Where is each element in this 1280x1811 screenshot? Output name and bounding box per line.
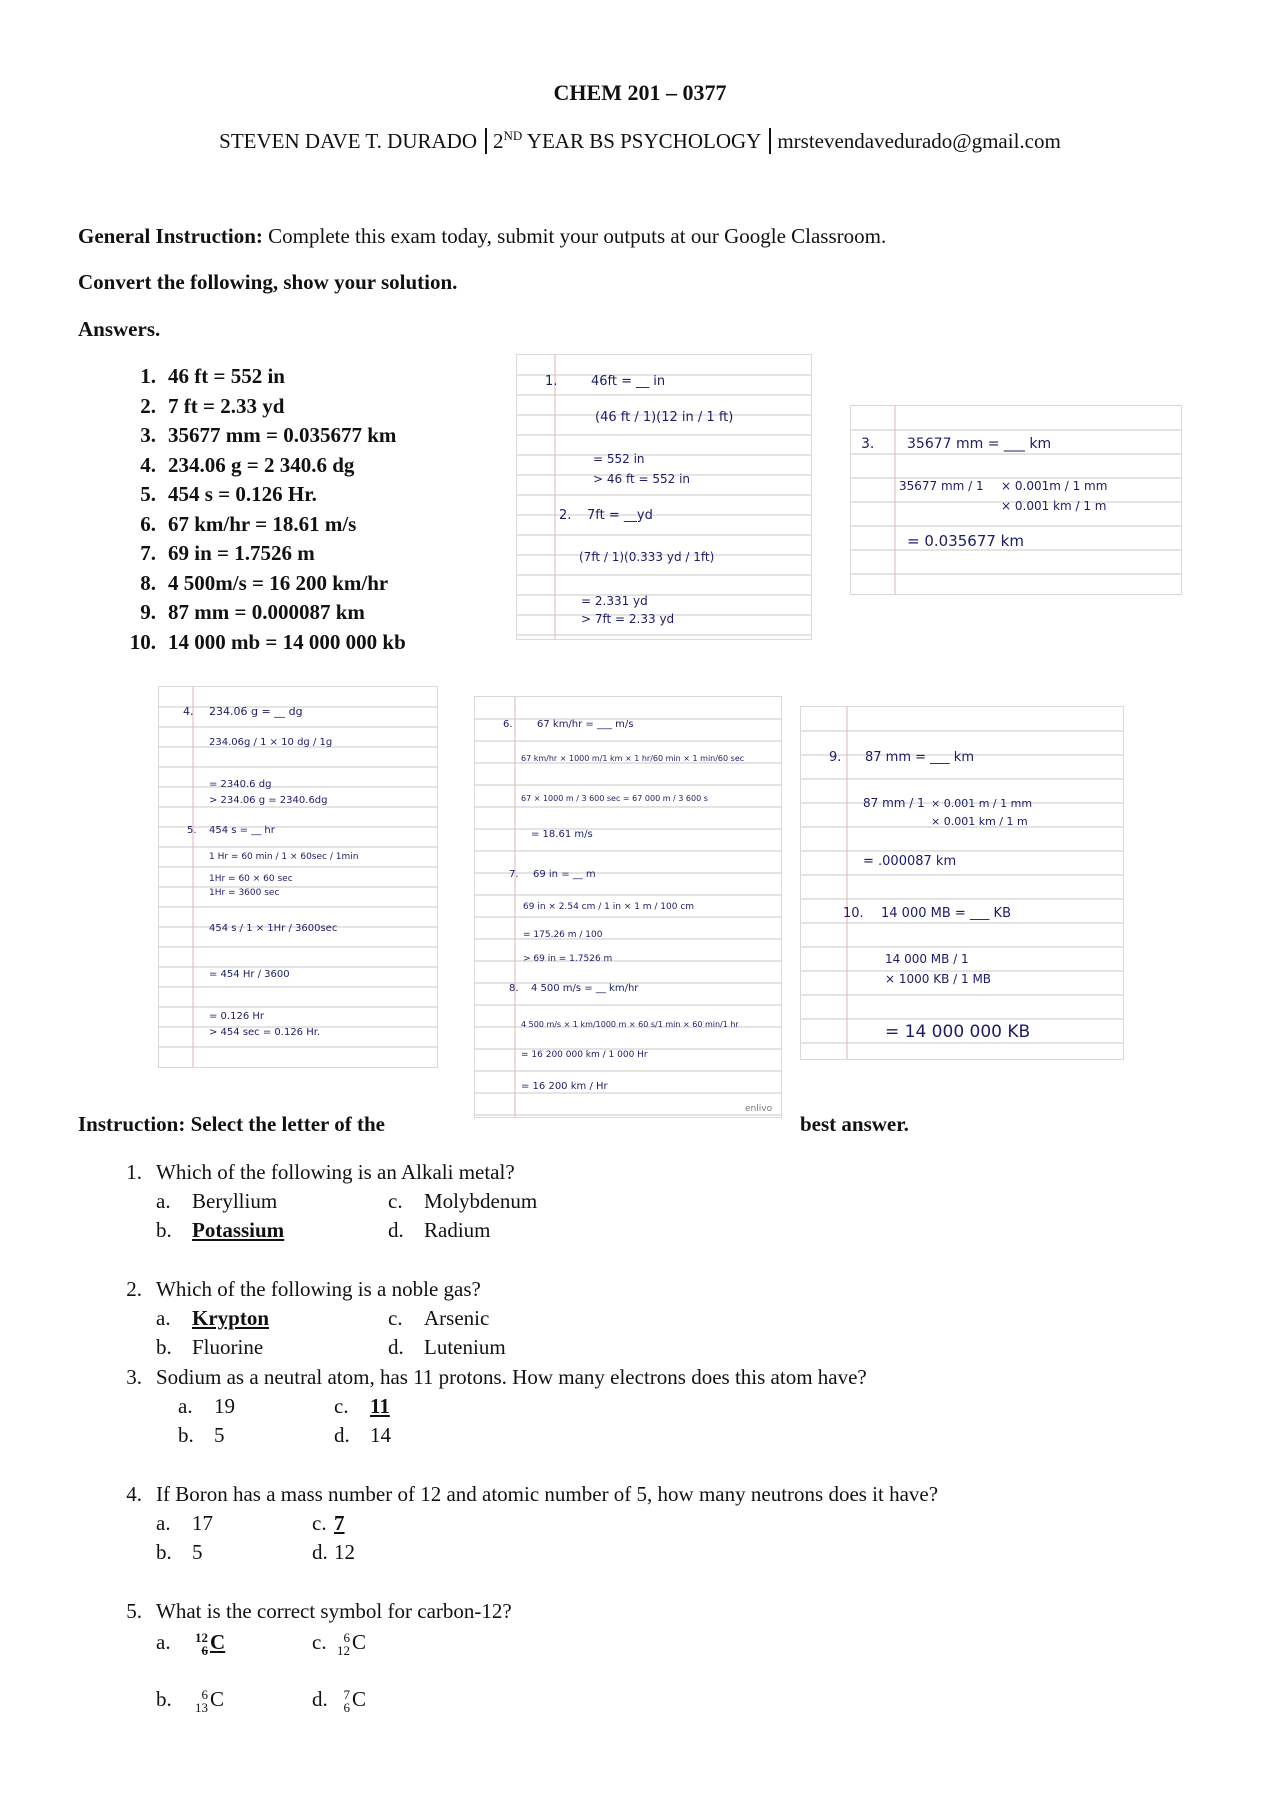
hw-line: 1Hr = 60 × 60 sec — [209, 874, 293, 884]
hw-line: 6. — [503, 719, 513, 730]
answer-item: 6. 67 km/hr = 18.61 m/s — [140, 511, 357, 536]
hw-line: 67 km/hr = ___ m/s — [537, 719, 634, 730]
email: mrstevendavedurado@gmail.com — [777, 129, 1061, 153]
answers-label: Answers. — [78, 317, 161, 341]
question-text: What is the correct symbol for carbon-12? — [156, 1599, 512, 1623]
answer-item: 9. 87 mm = 0.000087 km — [140, 600, 365, 624]
answer-item: 8. 4 500m/s = 16 200 km/hr — [140, 570, 389, 595]
hw-line: × 0.001 m / 1 mm — [931, 797, 1033, 810]
hw-line: = 16 200 km / Hr — [521, 1081, 608, 1092]
option-d[interactable]: 12 — [334, 1540, 355, 1564]
question-text: If Boron has a mass number of 12 and atomic number of 5, how many neutrons does it have? — [156, 1482, 939, 1506]
general-instruction-label: General Instruction: — [78, 224, 263, 248]
question-2: 2. Which of the following is a noble gas? a. Krypton c. Arsenic b. Fluorine d. Lutenium — [112, 1275, 506, 1362]
hw-line: = 14 000 000 KB — [885, 1022, 1031, 1042]
hw-line: = 2340.6 dg — [209, 779, 272, 790]
hw-line: = .000087 km — [863, 854, 957, 869]
option-a-selected[interactable]: Krypton — [192, 1306, 270, 1330]
app-watermark: enlivo — [745, 1104, 773, 1114]
option-b[interactable]: 5 — [192, 1540, 203, 1564]
hw-line: × 0.001 km / 1 m — [1001, 499, 1107, 513]
hw-line: 1. — [545, 374, 558, 389]
hw-line: = 454 Hr / 3600 — [209, 969, 290, 980]
hw-line: 1Hr = 3600 sec — [209, 888, 280, 898]
option-c-selected[interactable]: 7 — [334, 1511, 345, 1535]
hw-line: 35677 mm / 1 — [899, 479, 984, 493]
option-b[interactable]: Fluorine — [192, 1335, 264, 1359]
hw-line: 10. — [843, 906, 864, 921]
hw-line: 69 in × 2.54 cm / 1 in × 1 m / 100 cm — [523, 902, 695, 912]
hw-line: 7ft = __yd — [587, 508, 653, 523]
student-header — [0, 128, 1280, 154]
notebook-paper — [475, 697, 781, 1117]
handwritten-solution-photo-5 — [800, 706, 1124, 1060]
program: YEAR BS PSYCHOLOGY — [526, 129, 762, 153]
hw-line: × 0.001m / 1 mm — [1001, 479, 1108, 493]
hw-line: = 0.035677 km — [907, 532, 1024, 550]
handwritten-solution-photo-2 — [850, 405, 1182, 595]
hw-line: 234.06g / 1 × 10 dg / 1g — [209, 737, 333, 748]
hw-line: 3. — [861, 436, 875, 452]
hw-line: 2. — [559, 508, 572, 523]
option-c[interactable]: 6 12 C — [337, 1630, 367, 1658]
question-number: 4. — [126, 1482, 142, 1506]
hw-line: 87 mm / 1 — [863, 796, 925, 810]
option-b-selected[interactable]: Potassium — [192, 1218, 285, 1242]
separator — [769, 128, 771, 154]
notebook-paper — [159, 687, 437, 1067]
option-d[interactable]: 14 — [370, 1423, 391, 1447]
question-number: 2. — [126, 1277, 142, 1301]
hw-line: = 0.126 Hr — [209, 1011, 264, 1022]
hw-line: = 175.26 m / 100 — [523, 930, 603, 940]
option-a-selected[interactable]: 12 6 C — [195, 1630, 226, 1658]
option-a[interactable]: Beryllium — [192, 1189, 278, 1213]
hw-line: > 69 in = 1.7526 m — [523, 954, 613, 964]
hw-line: 87 mm = ___ km — [865, 750, 974, 765]
hw-line: = 552 in — [593, 452, 645, 466]
option-b[interactable]: 6 13 C — [195, 1687, 225, 1715]
question-text: Which of the following is an Alkali metal? — [156, 1160, 515, 1184]
hw-line: > 7ft = 2.33 yd — [581, 612, 675, 626]
hw-line: × 0.001 km / 1 m — [931, 815, 1028, 828]
separator — [485, 128, 487, 154]
hw-line: 4 500 m/s × 1 km/1000 m × 60 s/1 min × 60 min/1 hr — [521, 1020, 739, 1029]
handwritten-solution-photo-4 — [474, 696, 782, 1118]
hw-line: 69 in = __ m — [533, 869, 596, 880]
answer-item: 3. 35677 mm = 0.035677 km — [140, 423, 397, 447]
hw-line: 7. — [509, 869, 519, 880]
notebook-paper — [801, 707, 1123, 1059]
student-name: STEVEN DAVE T. DURADO — [219, 129, 478, 153]
year-suffix: ND — [503, 128, 523, 143]
question-number: 5. — [126, 1599, 142, 1623]
hw-line: 5. — [187, 825, 197, 836]
option-c[interactable]: Molybdenum — [424, 1189, 538, 1213]
answer-item: 10. 14 000 mb = 14 000 000 kb — [129, 629, 406, 654]
option-c-selected[interactable]: 11 — [370, 1394, 390, 1418]
question-4: 4. If Boron has a mass number of 12 and atomic number of 5, how many neutrons does it have? a. 17 c. 7 b. 5 d. 12 — [112, 1480, 938, 1567]
page-title: CHEM 201 – 0377 — [553, 80, 727, 105]
answer-item: 2. 7 ft = 2.33 yd — [140, 393, 285, 418]
hw-line: (46 ft / 1)(12 in / 1 ft) — [595, 410, 734, 425]
question-text: Sodium as a neutral atom, has 11 protons. How many electrons does this atom have? — [156, 1365, 867, 1389]
hw-line: > 46 ft = 552 in — [593, 472, 691, 486]
hw-line: 4 500 m/s = __ km/hr — [531, 983, 639, 994]
answer-item: 5. 454 s = 0.126 Hr. — [140, 482, 317, 506]
option-b[interactable]: 5 — [214, 1423, 225, 1447]
hw-line: (7ft / 1)(0.333 yd / 1ft) — [579, 550, 715, 564]
hw-line: × 1000 KB / 1 MB — [885, 972, 992, 986]
handwritten-solution-photo-1 — [516, 354, 812, 640]
handwritten-solution-photo-3 — [158, 686, 438, 1068]
hw-line: 67 km/hr × 1000 m/1 km × 1 hr/60 min × 1 min/60 sec — [521, 754, 745, 763]
hw-line: 14 000 MB = ___ KB — [881, 906, 1011, 921]
year-number: 2 — [493, 129, 504, 153]
hw-line: = 18.61 m/s — [531, 829, 593, 840]
option-d[interactable]: Radium — [424, 1218, 491, 1242]
answer-item: 4. 234.06 g = 2 340.6 dg — [140, 452, 355, 477]
hw-line: = 2.331 yd — [581, 594, 648, 608]
hw-line: > 234.06 g = 2340.6dg — [209, 795, 328, 806]
general-instruction — [78, 224, 886, 249]
question-text: Which of the following is a noble gas? — [156, 1277, 481, 1301]
general-instruction-text: Complete this exam today, submit your outputs at our Google Classroom. — [268, 224, 887, 248]
hw-line: = 16 200 000 km / 1 000 Hr — [521, 1050, 648, 1060]
hw-line: 46ft = __ in — [591, 374, 666, 389]
hw-line: 67 × 1000 m / 3 600 sec = 67 000 m / 3 600 s — [521, 794, 708, 803]
hw-line: 454 s / 1 × 1Hr / 3600sec — [209, 923, 338, 934]
option-d[interactable]: 7 6 C — [343, 1687, 367, 1715]
question-1: 1. Which of the following is an Alkali metal? a. Beryllium c. Molybdenum b. Potassium d. Radium — [112, 1158, 537, 1245]
notebook-paper — [851, 406, 1181, 594]
hw-line: 14 000 MB / 1 — [885, 952, 969, 966]
hw-line: 234.06 g = __ dg — [209, 705, 303, 718]
answer-item: 7. 69 in = 1.7526 m — [140, 541, 315, 565]
hw-line: 8. — [509, 983, 519, 994]
mc-instruction: Instruction: Select the letter of the — [78, 1112, 385, 1136]
question-3: 3. Sodium as a neutral atom, has 11 protons. How many electrons does this atom have? a. 19 c. 11 b. 5 d. 14 — [112, 1363, 867, 1450]
option-a[interactable]: 19 — [214, 1394, 235, 1418]
question-5: 5. What is the correct symbol for carbon-12? a. 12 6 C c. 6 12 C b. 6 13 C d. 7 6 C — [112, 1597, 512, 1714]
mc-instruction-end: best answer. — [800, 1112, 909, 1136]
option-a[interactable]: 17 — [192, 1511, 213, 1535]
hw-line: 9. — [829, 750, 842, 765]
question-number: 1. — [126, 1160, 142, 1184]
hw-line: > 454 sec = 0.126 Hr. — [209, 1027, 321, 1038]
convert-instruction: Convert the following, show your solution. — [78, 270, 458, 294]
hw-line: 4. — [183, 705, 194, 718]
hw-line: 1 Hr = 60 min / 1 × 60sec / 1min — [209, 852, 359, 862]
hw-line: 454 s = __ hr — [209, 825, 275, 836]
option-d[interactable]: Lutenium — [424, 1335, 506, 1359]
option-c[interactable]: Arsenic — [424, 1306, 490, 1330]
question-number: 3. — [126, 1365, 142, 1389]
hw-line: 35677 mm = ___ km — [907, 436, 1052, 452]
answers-list — [112, 362, 406, 657]
notebook-paper — [517, 355, 811, 639]
answer-item: 1. 46 ft = 552 in — [140, 364, 285, 388]
